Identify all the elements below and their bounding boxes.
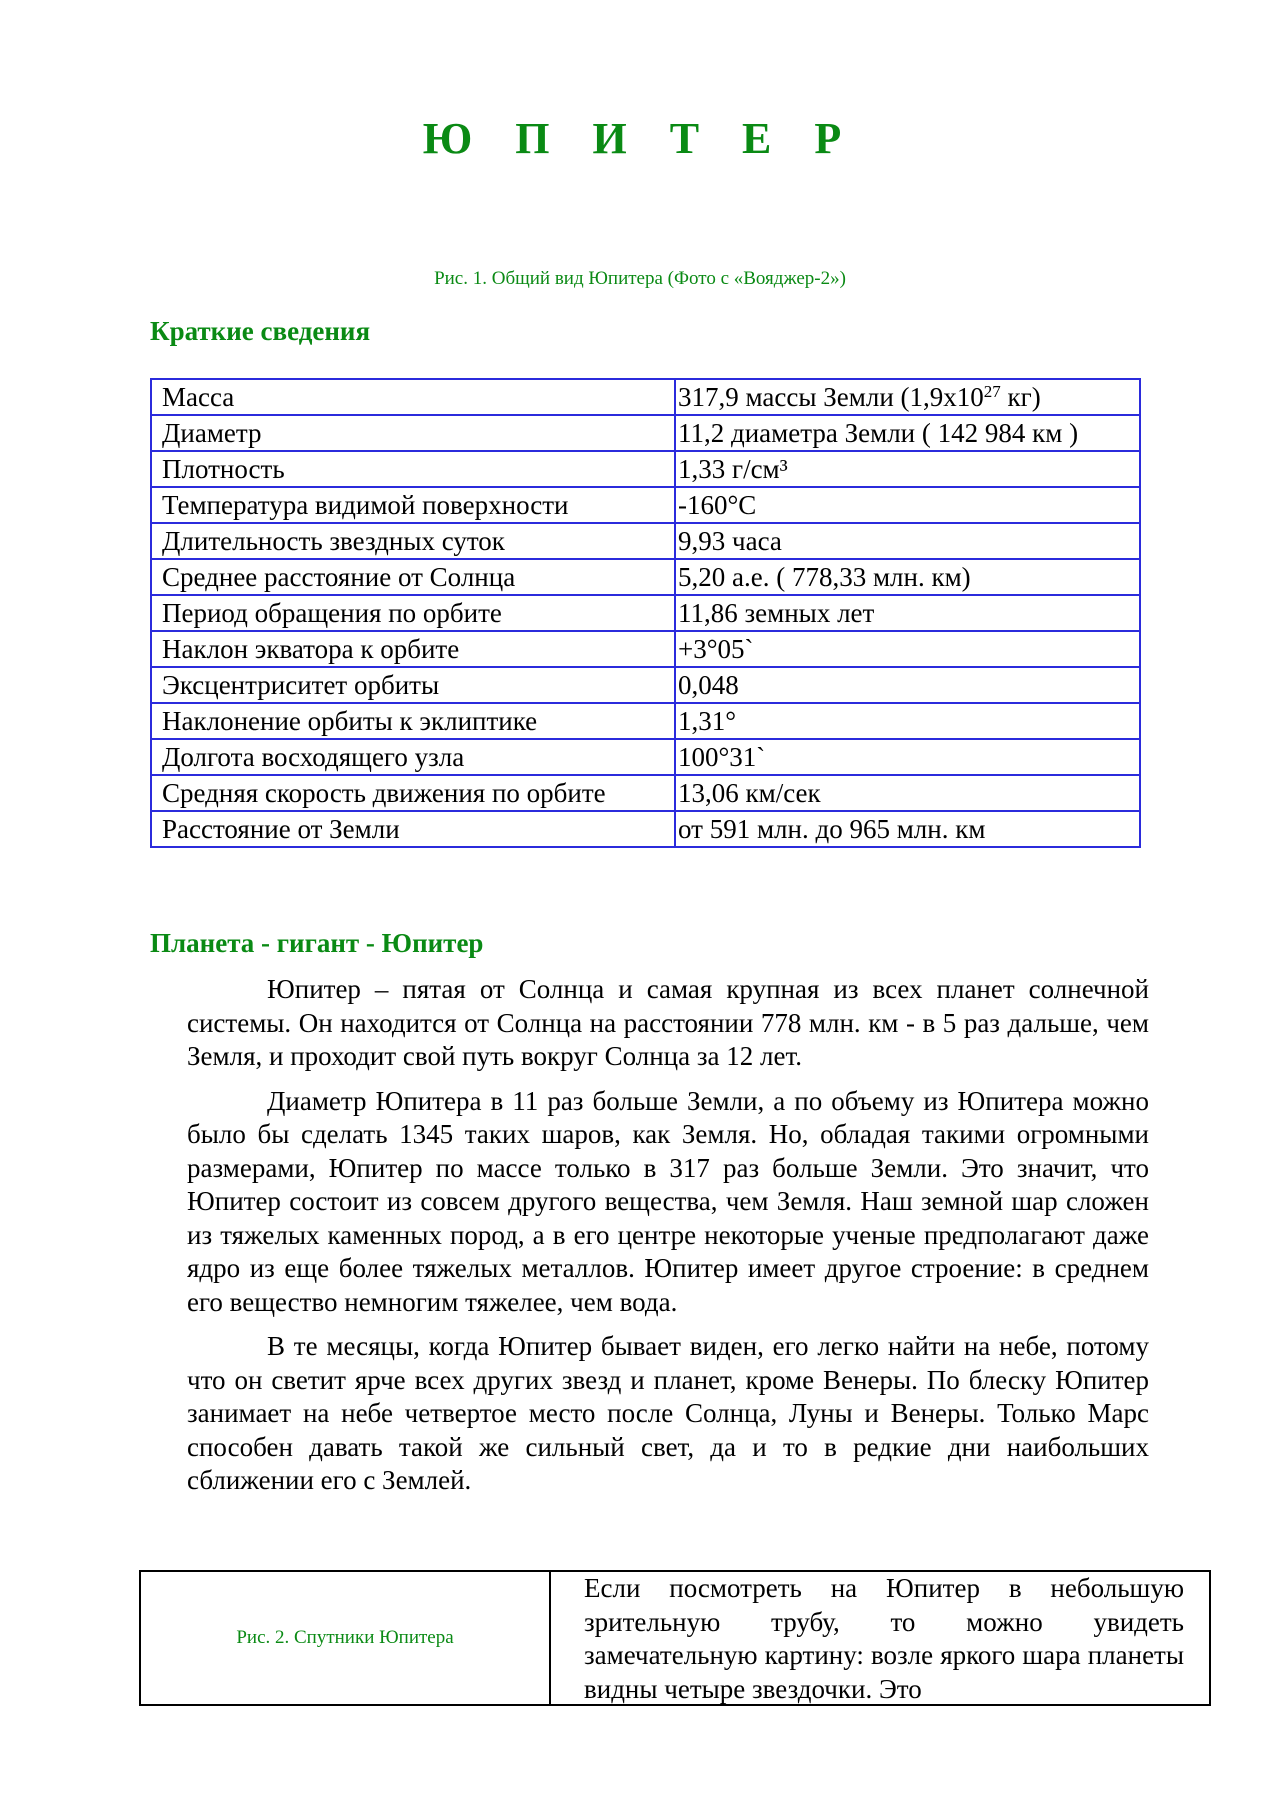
paragraph: Диаметр Юпитера в 11 раз больше Земли, а по объему из Юпитера можно было бы сделать 1345 таких шаров, как Земля. Но, обладая такими огромными размерами, Юпитер по массе только в 317 раз больше Земли. Это значит, что Юпитер состоит из совсем другого вещества, чем Земля. Наш земной шар сложен из тяжелых каменных пород, а в его центре некоторые ученые предполагают даже ядро из еще более тяжелых металлов. Юпитер имеет другое строение: в среднем его вещество немногим тяжелее, чем вода. — [187, 1085, 1149, 1317]
figure-2-text-cell — [584, 1572, 1184, 1706]
section-heading-brief-facts: Краткие сведения — [150, 316, 371, 346]
page-title: Ю П И Т Е Р — [422, 114, 858, 163]
facts-value: 11,86 земных лет — [675, 595, 1140, 631]
facts-key: Наклон экватора к орбите — [151, 631, 675, 667]
facts-row — [151, 703, 1140, 739]
facts-key: Эксцентриситет орбиты — [151, 667, 675, 703]
facts-value: -160°С — [675, 487, 1140, 523]
facts-row — [151, 811, 1140, 847]
facts-value-exponent: 27 — [983, 382, 1001, 401]
facts-value: 11,2 диаметра Земли ( 142 984 км ) — [675, 415, 1140, 451]
figure-1-caption: Рис. 1. Общий вид Юпитера (Фото с «Вояджер-2») — [434, 268, 846, 289]
facts-row — [151, 523, 1140, 559]
facts-table — [150, 378, 1141, 848]
facts-key: Масса — [151, 379, 675, 415]
facts-key: Расстояние от Земли — [151, 811, 675, 847]
facts-row — [151, 631, 1140, 667]
facts-key: Диаметр — [151, 415, 675, 451]
facts-value: +3°05` — [675, 631, 1140, 667]
facts-row — [151, 775, 1140, 811]
facts-key: Плотность — [151, 451, 675, 487]
figure-2-text: Если посмотреть на Юпитер в небольшую зрительную трубу, то можно увидеть замечательную картину: возле яркого шара планеты видны четыре звездочки. Это — [584, 1573, 1184, 1704]
facts-value: от 591 млн. до 965 млн. км — [675, 811, 1140, 847]
figure-2-table — [139, 1570, 1211, 1706]
facts-row — [151, 667, 1140, 703]
facts-value: 0,048 — [675, 667, 1140, 703]
facts-row — [151, 487, 1140, 523]
facts-key: Долгота восходящего узла — [151, 739, 675, 775]
paragraph: Юпитер – пятая от Солнца и самая крупная из всех планет солнечной системы. Он находится от Солнца на расстоянии 778 млн. км - в 5 раз дальше, чем Земля, и проходит свой путь вокруг Солнца за 12 лет. — [187, 974, 1149, 1071]
facts-value-unit: кг) — [1000, 382, 1041, 412]
figure-2-caption: Рис. 2. Спутники Юпитера — [236, 1627, 454, 1648]
facts-value — [675, 379, 1140, 415]
facts-key: Температура видимой поверхности — [151, 487, 675, 523]
section-heading-giant-planet: Планета - гигант - Юпитер — [150, 928, 484, 958]
facts-row — [151, 559, 1140, 595]
facts-value: 13,06 км/сек — [675, 775, 1140, 811]
facts-value-text: 317,9 массы Земли (1,9х10 — [678, 382, 984, 412]
facts-row — [151, 415, 1140, 451]
facts-key: Длительность звездных суток — [151, 523, 675, 559]
facts-value: 1,31° — [675, 703, 1140, 739]
facts-key: Средняя скорость движения по орбите — [151, 775, 675, 811]
facts-value: 5,20 а.е. ( 778,33 млн. км) — [675, 559, 1140, 595]
facts-row — [151, 739, 1140, 775]
paragraph: В те месяцы, когда Юпитер бывает виден, его легко найти на небе, потому что он светит ярче всех других звезд и планет, кроме Венеры. По блеску Юпитер занимает на небе четвертое место после Солнца, Луны и Венеры. Только Марс способен давать такой же сильный свет, да и то в редкие дни наибольших сближении его с Землей. — [187, 1331, 1149, 1495]
facts-value: 1,33 г/см³ — [675, 451, 1140, 487]
article-body — [187, 973, 1149, 1509]
facts-key: Наклонение орбиты к эклиптике — [151, 703, 675, 739]
facts-key: Среднее расстояние от Солнца — [151, 559, 675, 595]
figure-2-caption-cell — [141, 1572, 551, 1704]
facts-row — [151, 451, 1140, 487]
facts-key: Период обращения по орбите — [151, 595, 675, 631]
facts-row — [151, 595, 1140, 631]
facts-value: 9,93 часа — [675, 523, 1140, 559]
facts-value: 100°31` — [675, 739, 1140, 775]
facts-row — [151, 379, 1140, 415]
